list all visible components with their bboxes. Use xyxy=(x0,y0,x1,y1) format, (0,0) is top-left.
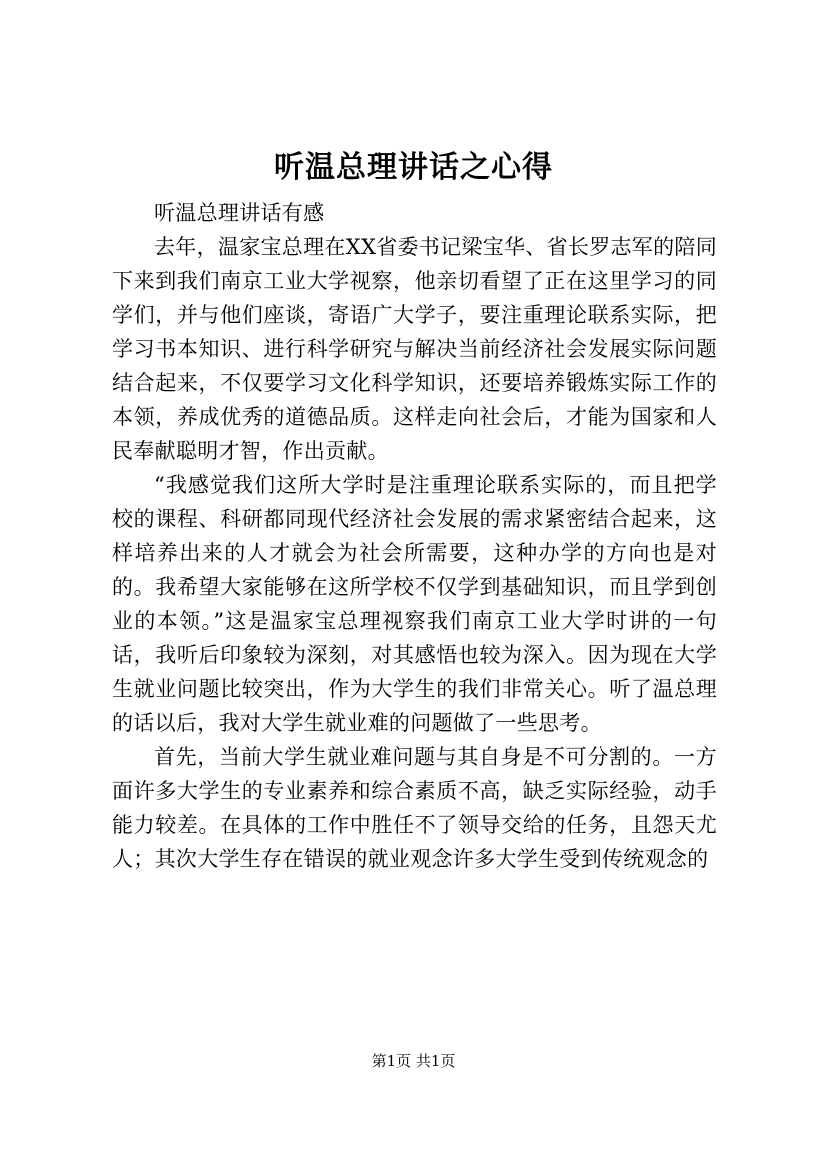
body-paragraph: 首先，当前大学生就业难问题与其自身是不可分割的。一方面许多大学生的专业素养和综合素质不高，缺乏实际经验，动手能力较差。在具体的工作中胜任不了领导交给的任务，且怨天尤人；其次大学生存在错误的就业观念许多大学生受到传统观念的 xyxy=(112,745,717,871)
document-body xyxy=(112,196,717,876)
subtitle-paragraph: 听温总理讲话有感 xyxy=(154,201,325,225)
body-paragraph: 去年，温家宝总理在XX省委书记梁宝华、省长罗志军的陪同下来到我们南京工业大学视察，他亲切看望了正在这里学习的同学们，并与他们座谈，寄语广大学子，要注重理论联系实际，把学习书本知识、进行科学研究与解决当前经济社会发展实际问题结合起来，不仅要学习文化科学知识，还要培养锻炼实际工作的本领，养成优秀的道德品质。这样走向社会后，才能为国家和人民奉献聪明才智，作出贡献。 xyxy=(112,235,717,463)
page-footer: 第1页 共1页 xyxy=(371,1052,456,1070)
document-title: 听温总理讲话之心得 xyxy=(274,150,553,185)
body-paragraph: “我感觉我们这所大学时是注重理论联系实际的，而且把学校的课程、科研都同现代经济社会发展的需求紧密结合起来，这样培养出来的人才就会为社会所需要，这种办学的方向也是对的。我希望大家能够在这所学校不仅学到基础知识，而且学到创业的本领。”这是温家宝总理视察我们南京工业大学时讲的一句话，我听后印象较为深刻，对其感悟也较为深入。因为现在大学生就业问题比较突出，作为大学生的我们非常关心。听了温总理的话以后，我对大学生就业难的问题做了一些思考。 xyxy=(112,473,717,735)
